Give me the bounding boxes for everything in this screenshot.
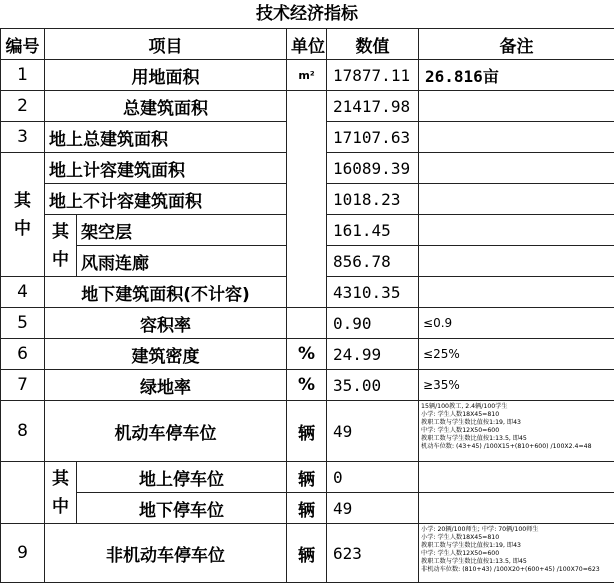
row-note: 26.816亩 [419,60,614,91]
row-note [419,153,614,184]
row-value: 0 [327,462,419,493]
row-note-detail [419,524,614,583]
table-title: 技术经济指标 [0,0,614,28]
note-line: 教职工数与学生数比值按1:13.5, 即45 [421,558,612,566]
row-value: 4310.35 [327,277,419,308]
row-value: 16089.39 [327,153,419,184]
row-value: 35.00 [327,370,419,401]
tech-econ-table [0,28,614,583]
header-no: 编号 [1,29,45,60]
row-item: 总建筑面积 [45,91,287,122]
row-note: ≤0.9 [419,308,614,339]
row-item: 地上不计容建筑面积 [45,184,287,215]
header-row [1,29,614,60]
note-line: 教职工数与学生数比值按1:19, 即43 [421,419,612,427]
note-line: 中学: 学生人数12X50=600 [421,427,612,435]
header-value: 数值 [327,29,419,60]
row-no: 6 [1,339,45,370]
table-row [1,524,614,583]
row-note [419,246,614,277]
row-item: 建筑密度 [45,339,287,370]
row-item: 风雨连廊 [77,246,287,277]
row-item: 地下建筑面积(不计容) [45,277,287,308]
row-item: 地上总建筑面积 [45,122,287,153]
note-line: 15辆/100教工, 2.4辆/100学生 [421,403,612,411]
row-note [419,493,614,524]
table-row [1,91,614,122]
row-no: 8 [1,401,45,462]
row-note [419,122,614,153]
row-no: 3 [1,122,45,153]
row-unit: 辆 [287,493,327,524]
row-value: 623 [327,524,419,583]
row-unit: 辆 [287,401,327,462]
note-line: 非机动车位数: (810+43) /100X20+(600+45) /100X70=623 [421,566,612,574]
note-line: 教职工数与学生数比值按1:13.5, 即45 [421,435,612,443]
qizhong-sub-label [45,215,77,277]
note-line: 机动车位数: (43+45) /100X15+(810+600) /100X2.4=48 [421,443,612,451]
row-value: 856.78 [327,246,419,277]
row-note [419,184,614,215]
row-note [419,91,614,122]
row-note [419,462,614,493]
note-line: 小学: 20辆/100师生; 中学: 70辆/100师生 [421,526,612,534]
row-no [1,462,45,493]
row-no: 1 [1,60,45,91]
row-unit: % [287,339,327,370]
qizhong-label [1,153,45,277]
row-item: 用地面积 [45,60,287,91]
row-value: 17107.63 [327,122,419,153]
table-row [1,493,614,524]
row-item: 地下停车位 [77,493,287,524]
row-unit: 辆 [287,524,327,583]
row-note [419,277,614,308]
row-note-detail [419,401,614,462]
row-no: 2 [1,91,45,122]
header-note: 备注 [419,29,614,60]
note-line: 教职工数与学生数比值按1:19, 即43 [421,542,612,550]
table-row [1,401,614,462]
row-value: 24.99 [327,339,419,370]
row-value: 161.45 [327,215,419,246]
row-unit [287,308,327,339]
qizhong-text: 其中 [13,187,32,243]
table-row [1,60,614,91]
row-note [419,215,614,246]
row-value: 0.90 [327,308,419,339]
row-no [1,493,45,524]
row-note: ≤25% [419,339,614,370]
row-item: 地上计容建筑面积 [45,153,287,184]
row-item: 容积率 [45,308,287,339]
table-row [1,339,614,370]
row-unit: m² [287,60,327,91]
table-row [1,370,614,401]
row-no: 9 [1,524,45,583]
note-line: 小学: 学生人数18X45=810 [421,534,612,542]
row-value: 21417.98 [327,91,419,122]
row-unit: % [287,370,327,401]
row-value: 17877.11 [327,60,419,91]
unit-merged-cell [287,91,327,308]
row-value: 49 [327,401,419,462]
note-line: 中学: 学生人数12X50=600 [421,550,612,558]
row-value: 1018.23 [327,184,419,215]
row-item: 非机动车停车位 [45,524,287,583]
row-item: 架空层 [77,215,287,246]
header-unit: 单位 [287,29,327,60]
note-line: 小学: 学生人数18X45=810 [421,411,612,419]
row-no: 4 [1,277,45,308]
row-value: 49 [327,493,419,524]
header-item: 项目 [45,29,287,60]
row-item: 机动车停车位 [45,401,287,462]
qizhong-parking-text: 其中 [51,465,70,521]
row-no: 7 [1,370,45,401]
row-item: 绿地率 [45,370,287,401]
table-row [1,308,614,339]
row-unit: 辆 [287,462,327,493]
qizhong-parking-label [45,462,77,524]
row-item: 地上停车位 [77,462,287,493]
qizhong-sub-text: 其中 [51,218,70,274]
row-note: ≥35% [419,370,614,401]
table-row [1,462,614,493]
row-no: 5 [1,308,45,339]
